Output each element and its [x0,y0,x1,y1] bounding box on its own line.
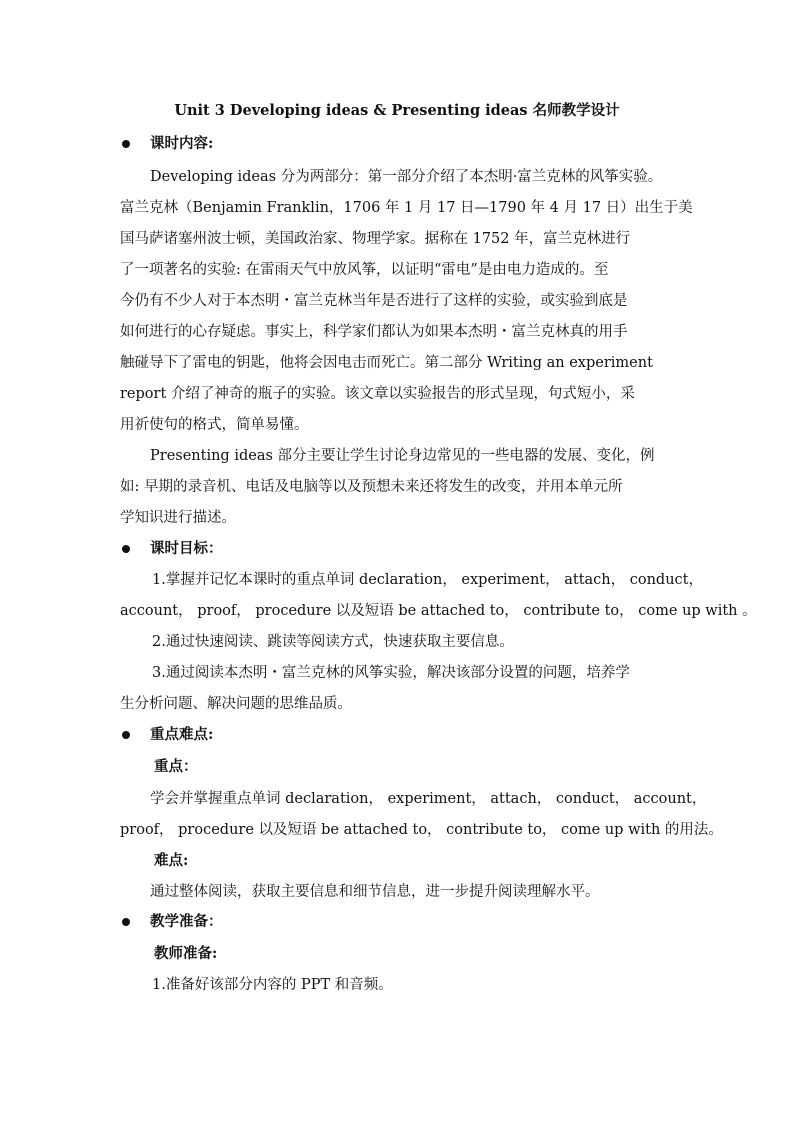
teacher-prep-line: 1.准备好该部分内容的 PPT 和音频。 [152,977,393,993]
section-heading-key-points: 重点难点: [150,726,214,743]
objective-line: 1.掌握并记忆本课时的重点单词 declaration， experiment， attach， conduct， [152,572,703,588]
bullet-icon [122,545,130,553]
objective-line: 生分析问题、解决问题的思维品质。 [120,696,352,712]
section-heading-objectives: 课时目标： [150,540,223,557]
difficulty-line: 通过整体阅读，获取主要信息和细节信息，进一步提升阅读理解水平。 [150,884,600,900]
paragraph-line: 了一项著名的实验: 在雷雨天气中放风筝，以证明“雷电”是由电力造成的。至 [120,262,609,278]
paragraph-line: 今仍有不少人对于本杰明・富兰克林当年是否进行了这样的实验，或实验到底是 [120,293,628,309]
key-line: 学会并掌握重点单词 declaration， experiment， attach， conduct， account， [150,791,707,807]
objective-line: account， proof， procedure 以及短语 be attached to， contribute to， come up with 。 [120,603,757,619]
paragraph-line: 如何进行的心存疑虑。事实上，科学家们都认为如果本杰明・富兰克林真的用手 [120,324,628,340]
bullet-icon [122,918,130,926]
paragraph-line: 用祈使句的格式，简单易懂。 [120,417,309,433]
teacher-prep-label: 教师准备: [154,945,218,962]
paragraph-line: report 介绍了神奇的瓶子的实验。该文章以实验报告的形式呈现，句式短小，采 [120,386,635,402]
key-label: 重点： [154,758,198,775]
paragraph-line: 触碰导下了雷电的钥匙，他将会因电击而死亡。第二部分 Writing an experiment [120,355,653,371]
document-title: Unit 3 Developing ideas & Presenting ideas 名师教学设计 [174,102,620,119]
bullet-icon [122,731,130,739]
paragraph-line: Developing ideas 分为两部分：第一部分介绍了本杰明·富兰克林的风筝实验。 [150,169,663,185]
section-heading-content: 课时内容: [150,135,214,152]
key-line: proof， procedure 以及短语 be attached to， contribute to， come up with 的用法。 [120,822,723,838]
paragraph-line: 富兰克林（Benjamin Franklin，1706 年 1 月 17 日—1790 年 4 月 17 日）出生于美 [120,200,693,216]
paragraph-line: 学知识进行描述。 [120,510,236,526]
objective-line: 2.通过快速阅读、跳读等阅读方式，快速获取主要信息。 [152,634,514,650]
objective-line: 3.通过阅读本杰明・富兰克林的风筝实验，解决该部分设置的问题，培养学 [152,665,630,681]
paragraph-line: 国马萨诸塞州波士顿，美国政治家、物理学家。据称在 1752 年，富兰克林进行 [120,231,631,247]
section-heading-preparation: 教学准备： [150,913,223,930]
bullet-icon [122,140,130,148]
paragraph-line: 如: 早期的录音机、电话及电脑等以及预想未来还将发生的改变，并用本单元所 [120,479,623,495]
paragraph-line: Presenting ideas 部分主要让学生讨论身边常见的一些电器的发展、变化，例 [150,448,655,464]
difficulty-label: 难点: [154,852,189,869]
